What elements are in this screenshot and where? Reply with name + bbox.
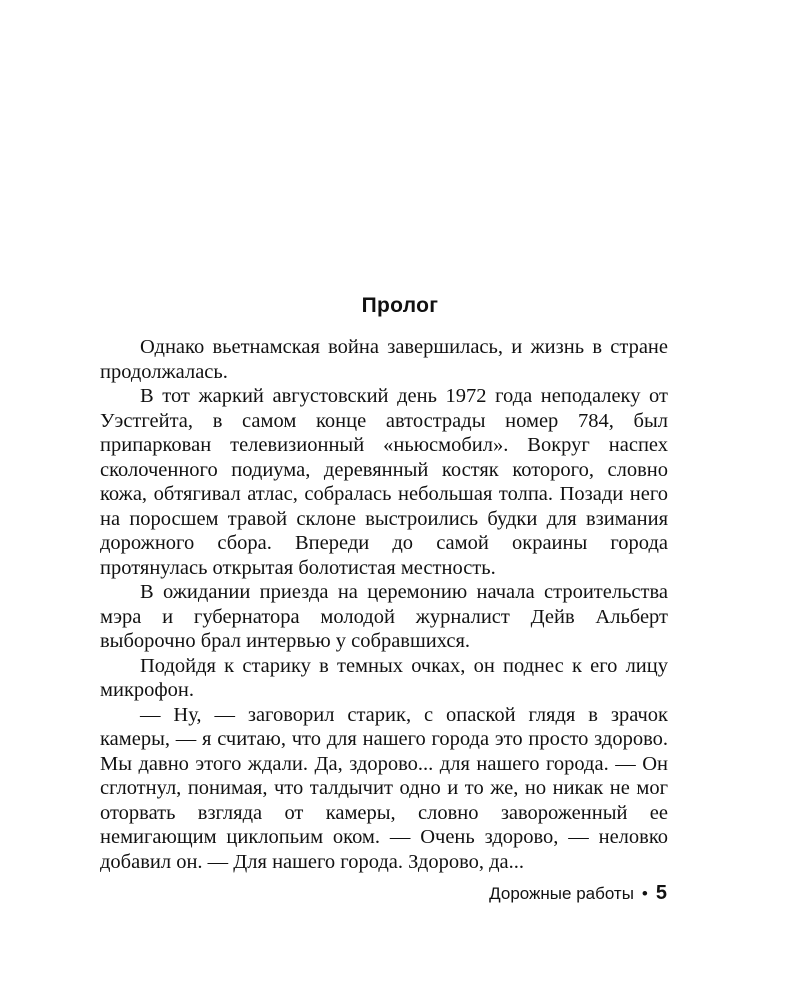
paragraph: В тот жаркий августовский день 1972 года неподалеку от Уэстгейта, в самом конце автострады номер 784, был припаркован телевизионный «ньюсмобил». Вокруг наспех сколоченного подиума, деревянный костяк которого, словно кожа, обтягивал атлас, собралась небольшая толпа. Позади него на поросшем травой склоне выстроились будки для взимания дорожного сбора. Впереди до самой окраины города протянулась открытая болотистая местность. [100, 385, 668, 579]
body-text [100, 335, 668, 874]
paragraph: В ожидании приезда на церемонию начала строительства мэра и губернатора молодой журналист Дейв Альберт выборочно брал интервью у собравшихся. [100, 581, 668, 652]
paragraph: Подойдя к старику в темных очках, он поднес к его лицу микрофон. [100, 654, 668, 701]
chapter-title: Пролог [361, 294, 439, 317]
page-number: 5 [655, 882, 667, 904]
footer-bullet: • [641, 884, 648, 903]
running-footer-title: Дорожные работы [489, 884, 634, 903]
paragraph: — Ну, — заговорил старик, с опаской глядя в зрачок камеры, — я считаю, что для нашего города это просто здорово. Мы давно этого ждали. Да, здорово... для нашего города. — Он сглотнул, понимая, что талдычит одно и то же, но никак не мог оторвать взгляда от камеры, словно завороженный ее немигающим циклопьим оком. — Очень здорово, — неловко добавил он. — Для нашего города. Здорово, да... [100, 703, 668, 873]
paragraph: Однако вьетнамская война завершилась, и жизнь в стране продолжалась. [100, 336, 668, 383]
running-footer [489, 882, 667, 905]
